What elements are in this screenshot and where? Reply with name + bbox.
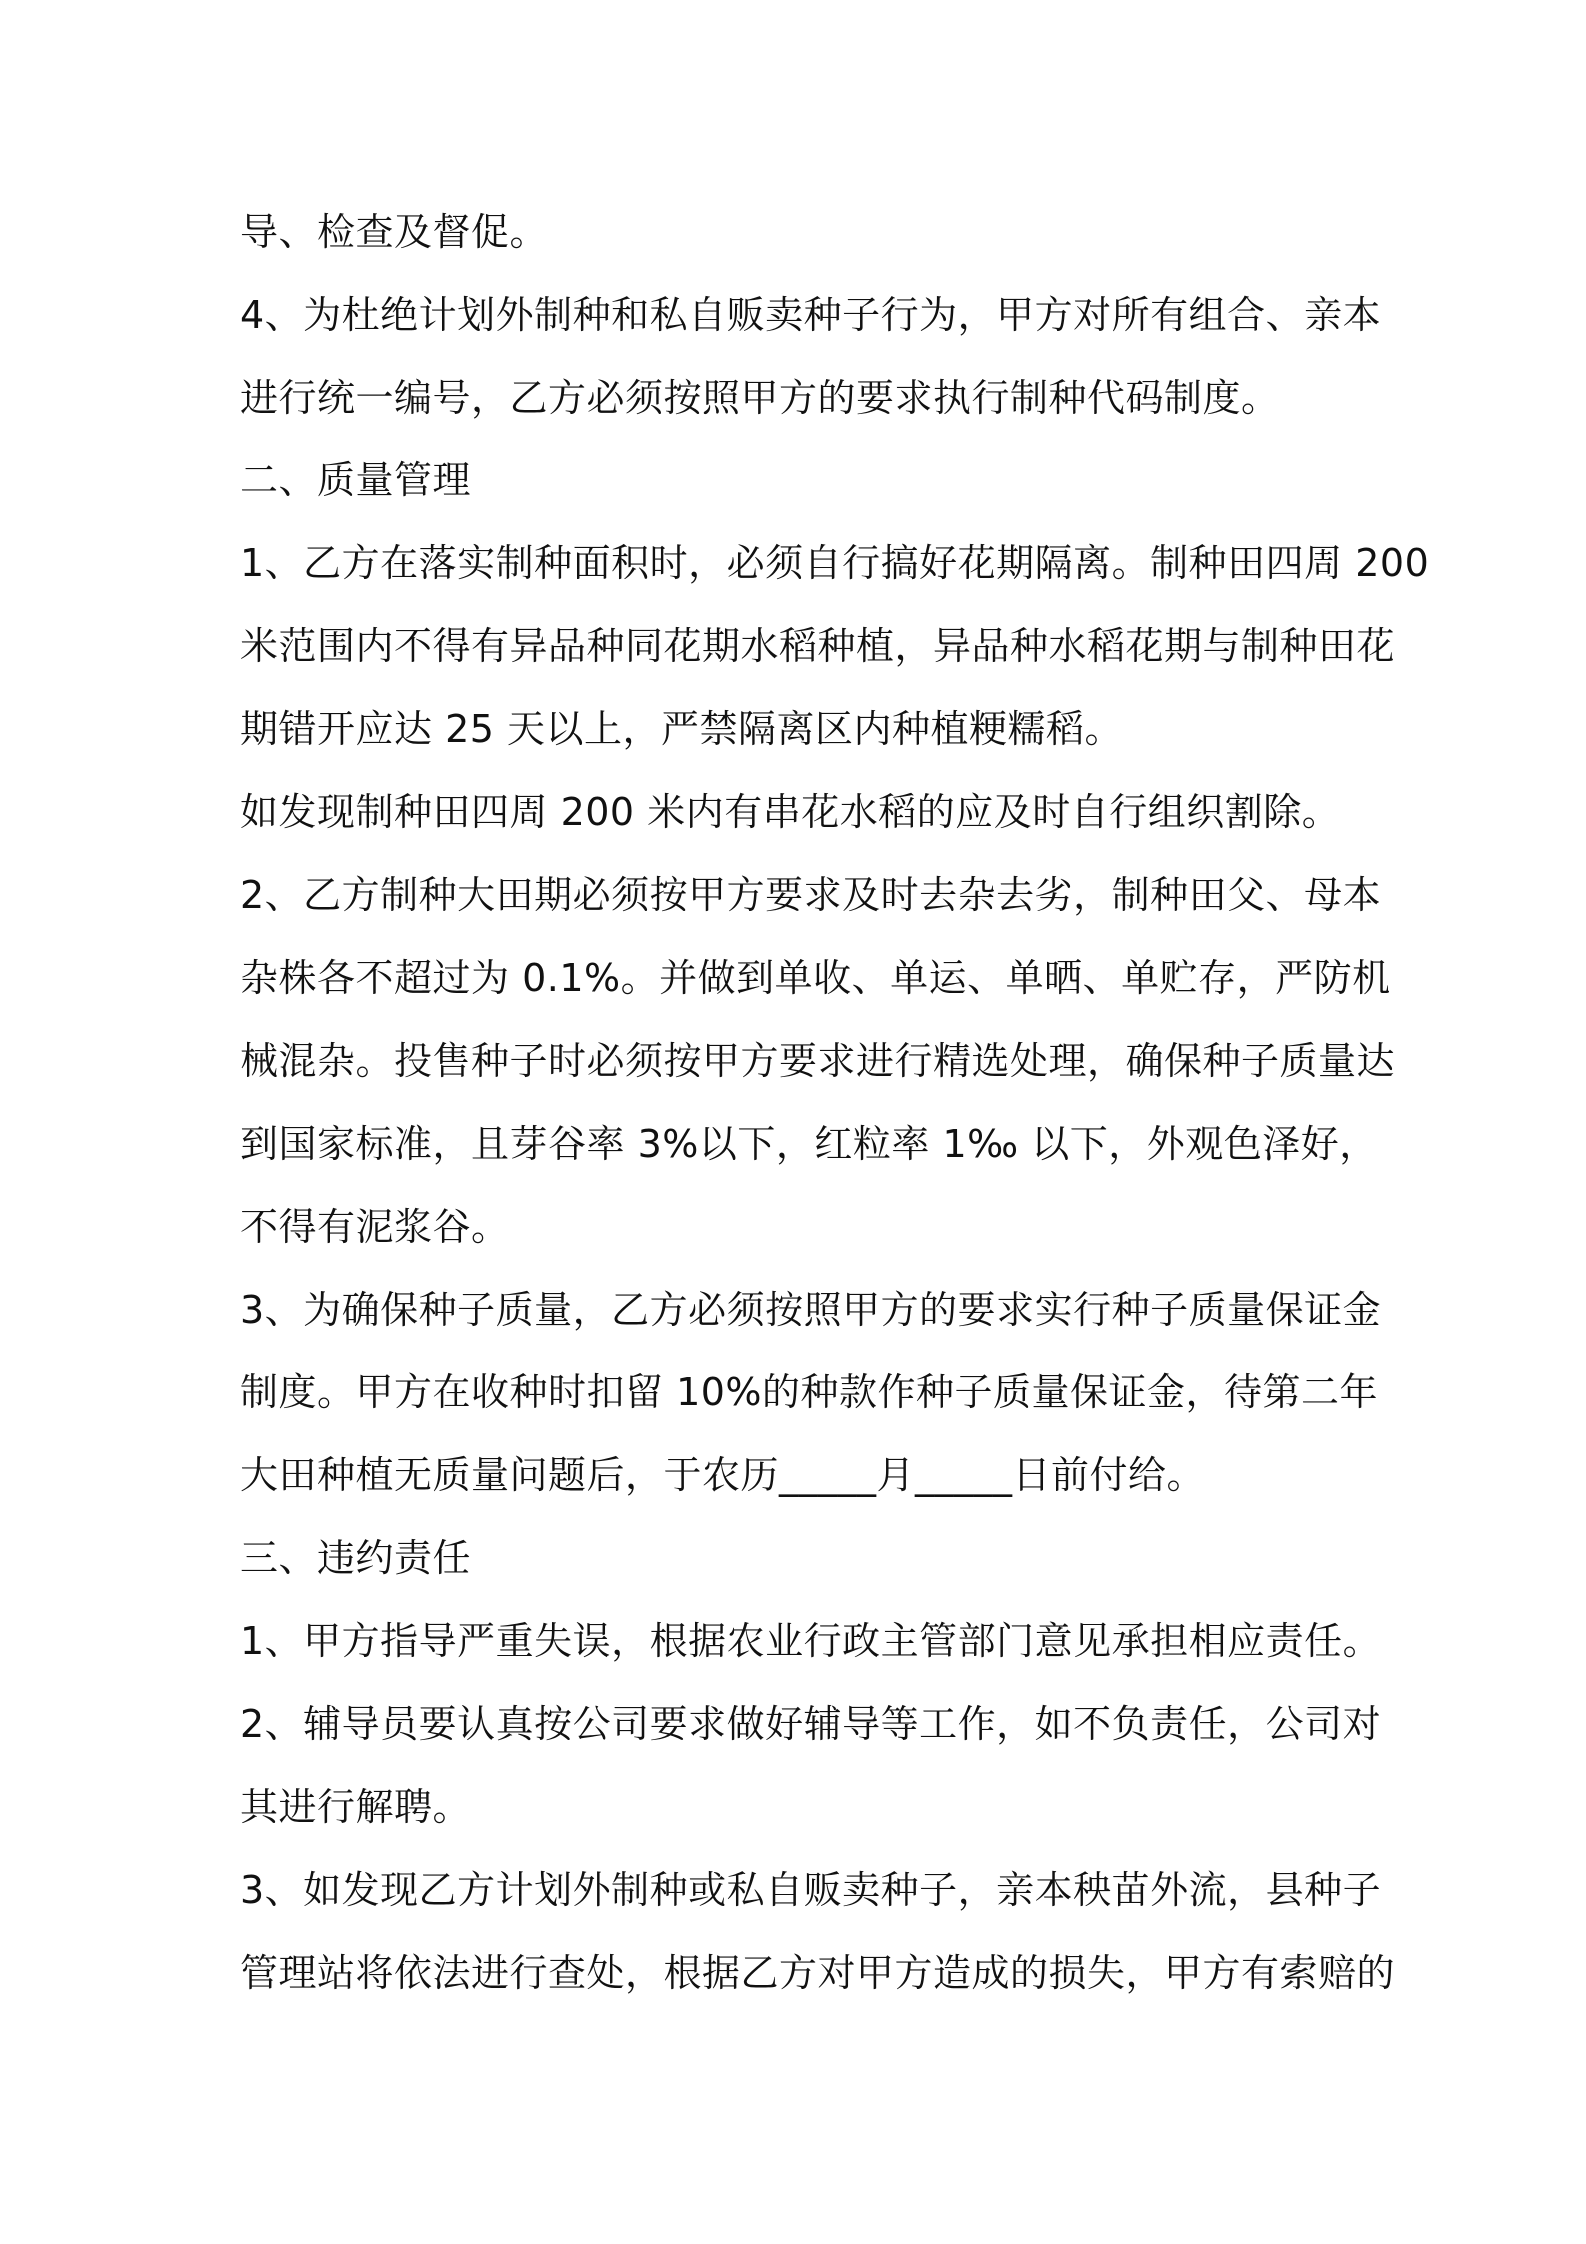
text-line: 2、乙方制种大田期必须按甲方要求及时去杂去劣，制种田父、母本 — [240, 873, 1382, 917]
text-line: 械混杂。投售种子时必须按甲方要求进行精选处理，确保种子质量达 — [240, 1039, 1396, 1083]
section-heading: 三、违约责任 — [240, 1536, 472, 1580]
text-line: 制度。甲方在收种时扣留 10%的种款作种子质量保证金，待第二年 — [240, 1370, 1379, 1414]
text-line: 1、乙方在落实制种面积时，必须自行搞好花期隔离。制种田四周 200 — [240, 541, 1430, 585]
text-line: 如发现制种田四周 200 米内有串花水稻的应及时自行组织割除。 — [240, 790, 1341, 834]
text-line: 导、检查及督促。 — [240, 210, 549, 254]
text-line: 3、为确保种子质量，乙方必须按照甲方的要求实行种子质量保证金 — [240, 1288, 1382, 1332]
text-line: 管理站将依法进行查处，根据乙方对甲方造成的损失，甲方有索赔的 — [240, 1951, 1396, 1995]
text-line: 不得有泥浆谷。 — [240, 1205, 510, 1249]
section-heading: 二、质量管理 — [240, 458, 472, 502]
text-line: 进行统一编号，乙方必须按照甲方的要求执行制种代码制度。 — [240, 376, 1280, 420]
text-line: 杂株各不超过为 0.1%。并做到单收、单运、单晒、单贮存，严防机 — [240, 956, 1391, 1000]
text-line: 2、辅导员要认真按公司要求做好辅导等工作，如不负责任，公司对 — [240, 1702, 1382, 1746]
text-line: 1、甲方指导严重失误，根据农业行政主管部门意见承担相应责任。 — [240, 1619, 1382, 1663]
text-line: 米范围内不得有异品种同花期水稻种植，异品种水稻花期与制种田花 — [240, 624, 1396, 668]
text-line: 4、为杜绝计划外制种和私自贩卖种子行为，甲方对所有组合、亲本 — [240, 293, 1382, 337]
text-line: 3、如发现乙方计划外制种或私自贩卖种子，亲本秧苗外流，县种子 — [240, 1868, 1382, 1912]
text-line: 到国家标准，且芽谷率 3%以下，红粒率 1‰ 以下，外观色泽好， — [240, 1122, 1378, 1166]
text-line: 其进行解聘。 — [240, 1785, 472, 1829]
text-line: 大田种植无质量问题后，于农历_____月_____日前付给。 — [240, 1453, 1206, 1497]
text-line: 期错开应达 25 天以上，严禁隔离区内种植粳糯稻。 — [240, 707, 1124, 751]
